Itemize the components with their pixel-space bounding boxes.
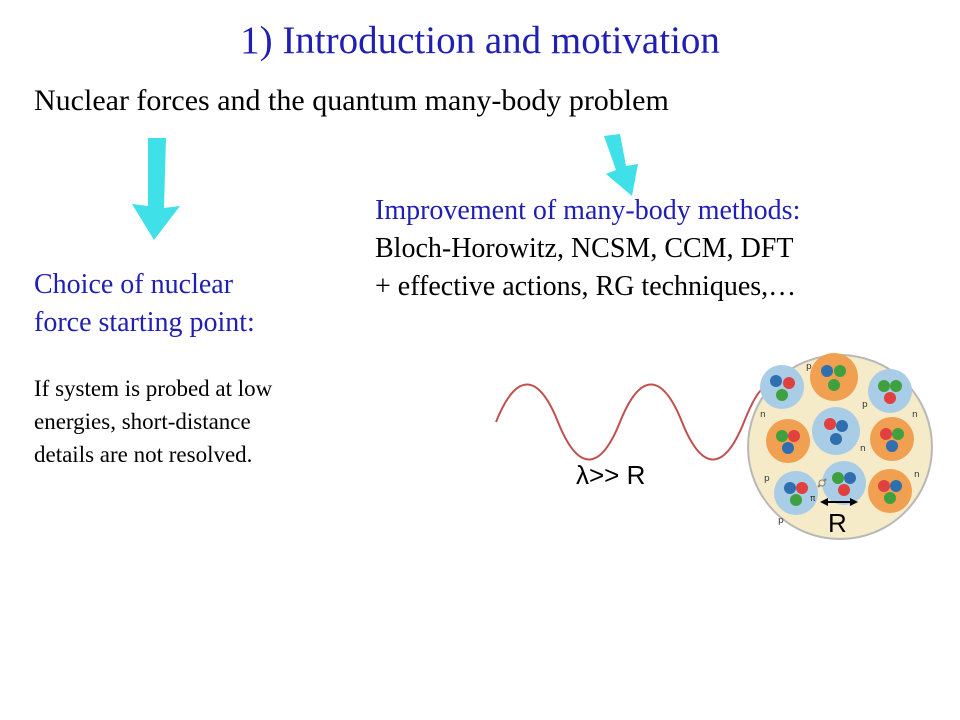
down-arrow-left-icon <box>128 134 188 244</box>
particle-label: n <box>914 470 920 480</box>
improvement-line-1: Bloch-Horowitz, NCSM, CCM, DFT <box>375 233 794 264</box>
nucleon <box>760 365 804 409</box>
probe-wave <box>496 384 780 460</box>
particle-label: p <box>778 516 784 526</box>
particle-label: p <box>862 400 868 410</box>
probe-explanation <box>34 372 272 471</box>
improvement-block <box>375 192 800 306</box>
nucleon <box>810 353 858 401</box>
particle-label: n <box>860 444 866 454</box>
probe-line-2: energies, short-distance <box>34 409 251 434</box>
probe-line-1: If system is probed at low <box>34 376 273 401</box>
choice-line-2: force starting point: <box>34 307 255 338</box>
choice-line-1: Choice of nuclear <box>34 269 234 300</box>
particle-label: π <box>810 494 816 504</box>
particle-label: n <box>760 410 766 420</box>
slide-title: 1) Introduction and motivation <box>240 19 720 62</box>
nucleon <box>870 417 914 461</box>
wavelength-label: λ>> R <box>576 460 646 490</box>
nucleon <box>868 469 912 513</box>
probe-line-3: details are not resolved. <box>34 442 253 467</box>
choice-of-force-heading <box>34 266 255 342</box>
size-label: R <box>828 508 847 538</box>
nucleus-probe-figure <box>488 352 948 552</box>
improvement-heading: Improvement of many-body methods: <box>375 195 801 226</box>
particle-label: n <box>912 410 918 420</box>
slide-subtitle: Nuclear forces and the quantum many-body problem <box>34 84 669 117</box>
nucleon <box>812 407 860 455</box>
particle-label: p <box>764 474 770 484</box>
nucleon <box>766 419 810 463</box>
nucleon <box>868 369 912 413</box>
improvement-line-2: + effective actions, RG techniques,… <box>375 271 797 302</box>
down-arrow-right-icon <box>598 130 648 200</box>
nucleon <box>774 471 818 515</box>
nucleon <box>822 461 866 505</box>
particle-label: p <box>806 362 812 372</box>
